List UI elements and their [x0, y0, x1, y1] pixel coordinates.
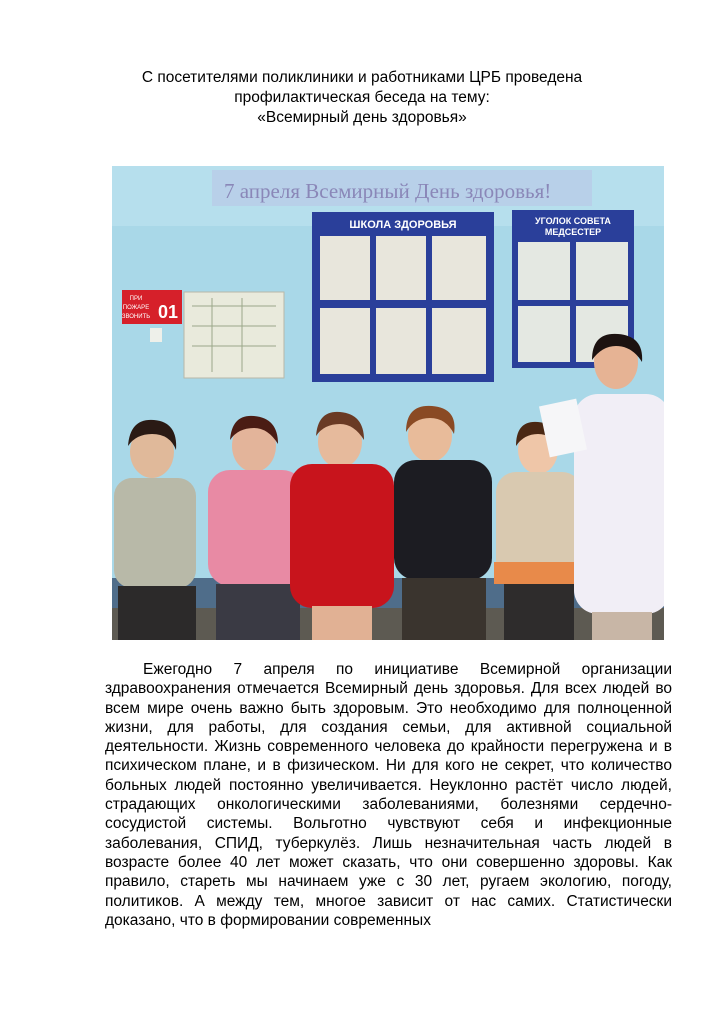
- evacuation-plan: [184, 292, 284, 378]
- fire-sign-line-2: ПОЖАРЕ: [122, 305, 150, 311]
- board-left-sheet: [432, 236, 486, 300]
- board-right-sheet: [576, 242, 628, 300]
- orange-box: [494, 562, 574, 584]
- board-left-sheet: [376, 308, 426, 374]
- title-line-1: С посетителями поликлиники и работниками ЦРБ проведена: [141, 69, 583, 86]
- title-line-2: профилактическая беседа на тему:: [234, 89, 490, 106]
- document-title: [60, 68, 664, 128]
- wall-socket: [150, 328, 162, 342]
- body-paragraph: Ежегодно 7 апреля по инициативе Всемирной организации здравоохранения отмечается Всемирный день здоровья. Для всех людей во всем мире очень важно быть здоровым. Это необходимо для полноценной жизни, для работы, для создания семьи, для активной социальной деятельности. Жизнь современного человека до крайности перегружена и в психическом плане, и в физическом. Ни для кого не секрет, что количество больных людей постоянно увеличивается. Неуклонно растёт число людей, страдающих онкологическими заболеваниями, болезнями сердечно-сосудистой системы. Вольготно чувствуют себя и инфекционные заболевания, СПИД, туберкулёз. Лишь незначительная часть людей в возрасте более 40 лет может сказать, что они совершенно здоровы. Как правило, стареть мы начинаем уже с 30 лет, ругаем экологию, погоду, политиков. А между тем, многое зависит от нас самих. Статистически доказано, что в формировании современных: [105, 661, 672, 929]
- banner-text: 7 апреля Всемирный День здоровья!: [224, 179, 552, 203]
- board-right-title-1: УГОЛОК СОВЕТА: [535, 216, 611, 226]
- board-left-sheet: [376, 236, 426, 300]
- fire-sign-line-3: ЗВОНИТЬ: [121, 314, 151, 320]
- event-photo-illustration: [112, 166, 664, 640]
- board-right-title-2: МЕДСЕСТЕР: [544, 227, 602, 237]
- board-left-sheet: [320, 236, 370, 300]
- board-left-sheet: [432, 308, 486, 374]
- event-photo: [112, 166, 664, 640]
- board-right-sheet: [518, 242, 570, 300]
- fire-sign-number: 01: [157, 302, 179, 322]
- title-line-3: «Всемирный день здоровья»: [257, 109, 467, 126]
- fire-sign-line-1: ПРИ: [129, 296, 143, 302]
- board-right-sheet: [518, 306, 570, 362]
- board-left-title: ШКОЛА ЗДОРОВЬЯ: [349, 219, 457, 231]
- board-left-sheet: [320, 308, 370, 374]
